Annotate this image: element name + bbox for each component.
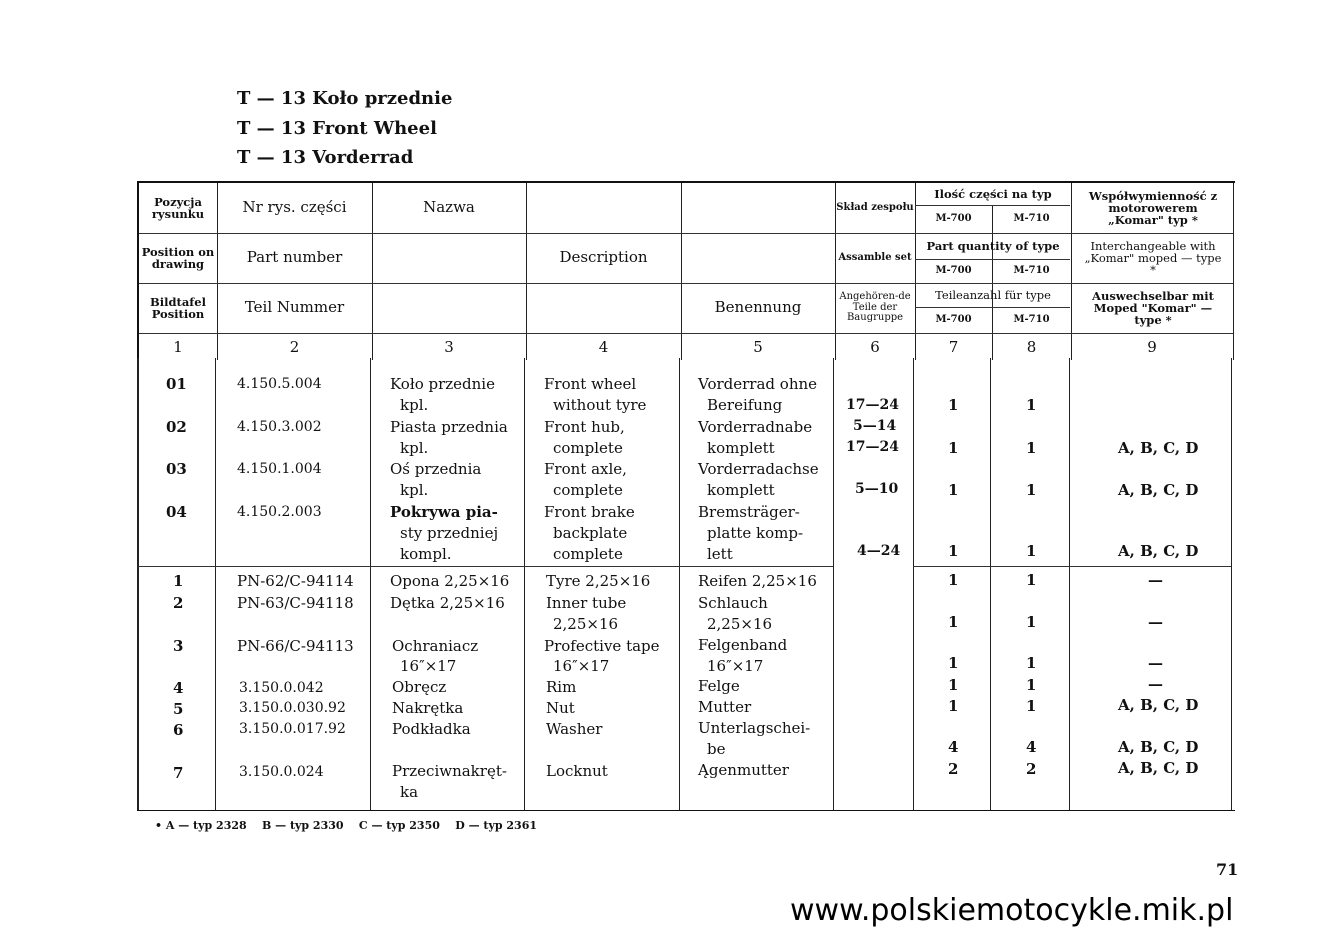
compat: A, B, C, D: [1118, 738, 1199, 756]
colnum-1: 1: [173, 337, 183, 356]
compat: A, B, C, D: [1118, 481, 1199, 499]
name-de-1: Reifen 2,25×16: [698, 572, 817, 590]
qty-m700: 1: [948, 542, 959, 560]
qty-m700: 1: [948, 571, 959, 589]
name-pl-2: kpl.: [400, 439, 429, 457]
name-en-1: Locknut: [546, 762, 608, 780]
name-en-1: Front hub,: [544, 418, 625, 436]
name-de-2: be: [707, 740, 726, 758]
qty-m710: 1: [1026, 676, 1037, 694]
qty-m710: 1: [1026, 542, 1037, 560]
table-bottom-rule: [137, 810, 1235, 811]
qty-m700: 1: [948, 481, 959, 499]
qty-m700: 1: [948, 676, 959, 694]
name-pl-1: Podkładka: [392, 720, 471, 738]
hdr-m710-3: M-710: [1013, 313, 1050, 325]
name-en-3: complete: [553, 545, 623, 563]
name-de-1: Felgenband: [698, 636, 788, 654]
name-en-2: complete: [553, 481, 623, 499]
hdr-nr-pl: Nr rys. części: [242, 198, 347, 217]
qty-m710: 1: [1026, 654, 1037, 672]
name-pl-3: kompl.: [400, 545, 452, 563]
pos: 4: [173, 679, 184, 697]
hdr-name-de: Benennung: [714, 298, 802, 317]
name-en-1: Front wheel: [544, 375, 637, 393]
name-pl-1: Opona 2,25×16: [390, 572, 510, 590]
compat: —: [1148, 675, 1163, 693]
hdr-m700-1: M-700: [935, 212, 972, 224]
part-number: 4.150.1.004: [237, 461, 322, 477]
part-number: 4.150.5.004: [237, 376, 322, 392]
name-de-3: lett: [707, 545, 733, 563]
hdr-qty-en: Part quantity of type: [926, 238, 1060, 253]
compat: A, B, C, D: [1118, 542, 1199, 560]
qty-m710: 1: [1026, 697, 1037, 715]
qty-m710: 1: [1026, 396, 1037, 414]
name-pl-1: Obręcz: [392, 678, 447, 696]
name-en-1: Tyre 2,25×16: [546, 572, 651, 590]
part-number: PN-63/C-94118: [237, 594, 354, 612]
name-en-1: Nut: [546, 699, 575, 717]
name-de-2: komplett: [707, 439, 775, 457]
compat: —: [1148, 613, 1163, 631]
pos: 1: [173, 572, 184, 590]
pos: 6: [173, 721, 184, 739]
name-de-1: Bremsträger-: [698, 503, 800, 521]
qty-m700: 2: [948, 760, 959, 778]
name-en-2: backplate: [553, 524, 628, 542]
hdr-name-pl: Nazwa: [423, 198, 475, 217]
name-en-2: 16″×17: [553, 657, 610, 675]
colnum-6: 6: [870, 337, 880, 356]
colnum-2: 2: [289, 337, 300, 356]
qty-m700: 1: [948, 613, 959, 631]
name-pl-1: Koło przednie: [390, 375, 495, 393]
pos: 2: [173, 594, 184, 612]
name-pl-1: Piasta przednia: [390, 418, 508, 436]
pos: 04: [166, 503, 187, 521]
hdr-name-en: Description: [559, 248, 648, 267]
pos: 7: [173, 764, 184, 782]
colnum-4: 4: [598, 337, 609, 356]
name-de-2: 16″×17: [707, 657, 764, 675]
qty-m700: 4: [948, 738, 959, 756]
name-de-2: 2,25×16: [707, 615, 773, 633]
title-de: T — 13 Vorderrad: [237, 147, 414, 168]
name-pl-1: Przeciwnakręt-: [392, 762, 507, 780]
qty-m710: 4: [1026, 738, 1037, 756]
hdr-set-de: Angehören-de Teile der Baugruppe: [839, 291, 911, 324]
title-en: T — 13 Front Wheel: [237, 117, 437, 139]
hdr-pos-de: Bildtafel Position: [150, 294, 206, 321]
set: 4—24: [857, 543, 901, 559]
name-de-1: Mutter: [698, 698, 752, 716]
hdr-nr-en: Part number: [246, 248, 343, 267]
hdr-pos-en: Position on drawing: [141, 244, 215, 271]
name-de-1: Vorderradachse: [698, 460, 819, 478]
qty-m700: 1: [948, 697, 959, 715]
part-number: 3.150.0.017.92: [239, 721, 346, 737]
name-en-1: Profective tape: [544, 637, 660, 655]
part-number: PN-66/C-94113: [237, 637, 354, 655]
name-pl-2: 16″×17: [400, 657, 457, 675]
colnum-3: 3: [444, 337, 454, 356]
name-de-1: Felge: [698, 677, 740, 695]
watermark-url: www.polskiemotocykle.mik.pl: [790, 893, 1234, 928]
name-de-2: Bereifung: [707, 396, 783, 414]
hdr-compat-pl: Współwymienność z motorowerem „Komar" typ *: [1088, 188, 1218, 228]
pos: 01: [166, 375, 187, 393]
name-pl-2: kpl.: [400, 396, 429, 414]
qty-m710: 1: [1026, 613, 1037, 631]
pos: 03: [166, 460, 187, 478]
name-pl-2: ka: [400, 783, 419, 801]
pos: 3: [173, 637, 184, 655]
name-de-2: platte komp-: [707, 524, 804, 542]
name-de-1: Ągenmutter: [698, 761, 789, 779]
qty-m700: 1: [948, 654, 959, 672]
hdr-m700-2: M-700: [935, 264, 972, 276]
colnum-7: 7: [948, 337, 959, 356]
set-1: 5—14: [853, 418, 897, 434]
name-pl-1: Nakrętka: [392, 699, 464, 717]
hdr-compat-en: Interchangeable with „Komar" moped — type *: [1084, 238, 1222, 278]
set: 5—10: [855, 481, 899, 497]
part-number: 3.150.0.024: [239, 764, 324, 780]
page-titles: [237, 84, 452, 173]
compat: A, B, C, D: [1118, 696, 1199, 714]
hdr-set-pl: Skład zespołu: [836, 201, 914, 213]
name-pl-2: kpl.: [400, 481, 429, 499]
compat: A, B, C, D: [1118, 759, 1199, 777]
name-de-1: Vorderradnabe: [698, 418, 813, 436]
hdr-qty-pl: Ilość części na typ: [934, 186, 1052, 201]
title-pl: T — 13 Koło przednie: [237, 88, 453, 109]
hdr-pos-pl: Pozycja rysunku: [151, 194, 205, 221]
hdr-m710-2: M-710: [1013, 264, 1050, 276]
name-en-1: Inner tube: [546, 594, 627, 612]
colnum-9: 9: [1147, 337, 1157, 356]
qty-m710: 2: [1026, 760, 1037, 778]
name-en-1: Washer: [546, 720, 603, 738]
name-de-2: komplett: [707, 481, 775, 499]
hdr-compat-de: Auswechselbar mit Moped "Komar" — type *: [1092, 288, 1214, 328]
pos: 02: [166, 418, 187, 436]
name-en-1: Front axle,: [544, 460, 627, 478]
compat: A, B, C, D: [1118, 439, 1199, 457]
qty-m710: 1: [1026, 481, 1037, 499]
qty-m700: 1: [948, 439, 959, 457]
qty-m710: 1: [1026, 439, 1037, 457]
name-en-2: complete: [553, 439, 623, 457]
part-number: 4.150.2.003: [237, 504, 322, 520]
name-en-2: without tyre: [553, 396, 647, 414]
hdr-m700-3: M-700: [935, 313, 972, 325]
hdr-nr-de: Teil Nummer: [244, 298, 345, 317]
set: 17—24: [846, 397, 899, 413]
page-number: 71: [1216, 860, 1239, 879]
name-pl-2: sty przedniej: [400, 524, 499, 542]
set-2: 17—24: [846, 439, 899, 455]
part-number: 3.150.0.030.92: [239, 700, 346, 716]
name-pl-1: Oś przednia: [390, 460, 482, 478]
compat: —: [1148, 654, 1163, 672]
qty-m700: 1: [948, 396, 959, 414]
pos: 5: [173, 700, 184, 718]
compat: —: [1148, 571, 1163, 589]
footnote: • A — typ 2328 B — typ 2330 C — typ 2350 D — typ 2361: [155, 819, 538, 832]
name-en-2: 2,25×16: [553, 615, 619, 633]
part-number: 4.150.3.002: [237, 419, 322, 435]
qty-m710: 1: [1026, 571, 1037, 589]
name-en-1: Rim: [546, 678, 577, 696]
name-de-1: Unterlagschei-: [698, 719, 811, 737]
name-en-1: Front brake: [544, 503, 635, 521]
name-pl-1: Ochraniacz: [392, 637, 479, 655]
colnum-5: 5: [753, 337, 763, 356]
name-pl-1: Dętka 2,25×16: [390, 594, 505, 612]
part-number: 3.150.0.042: [239, 680, 324, 696]
part-number: PN-62/C-94114: [237, 572, 354, 590]
hdr-qty-de: Teileanzahl für type: [935, 287, 1051, 302]
hdr-set-en: Assamble set: [838, 251, 912, 263]
name-de-1: Schlauch: [698, 594, 768, 612]
hdr-m710-1: M-710: [1013, 212, 1050, 224]
name-pl-1: Pokrywa pia-: [390, 503, 498, 521]
table-header: [137, 181, 1235, 360]
name-de-1: Vorderrad ohne: [698, 375, 818, 393]
colnum-8: 8: [1026, 337, 1037, 356]
